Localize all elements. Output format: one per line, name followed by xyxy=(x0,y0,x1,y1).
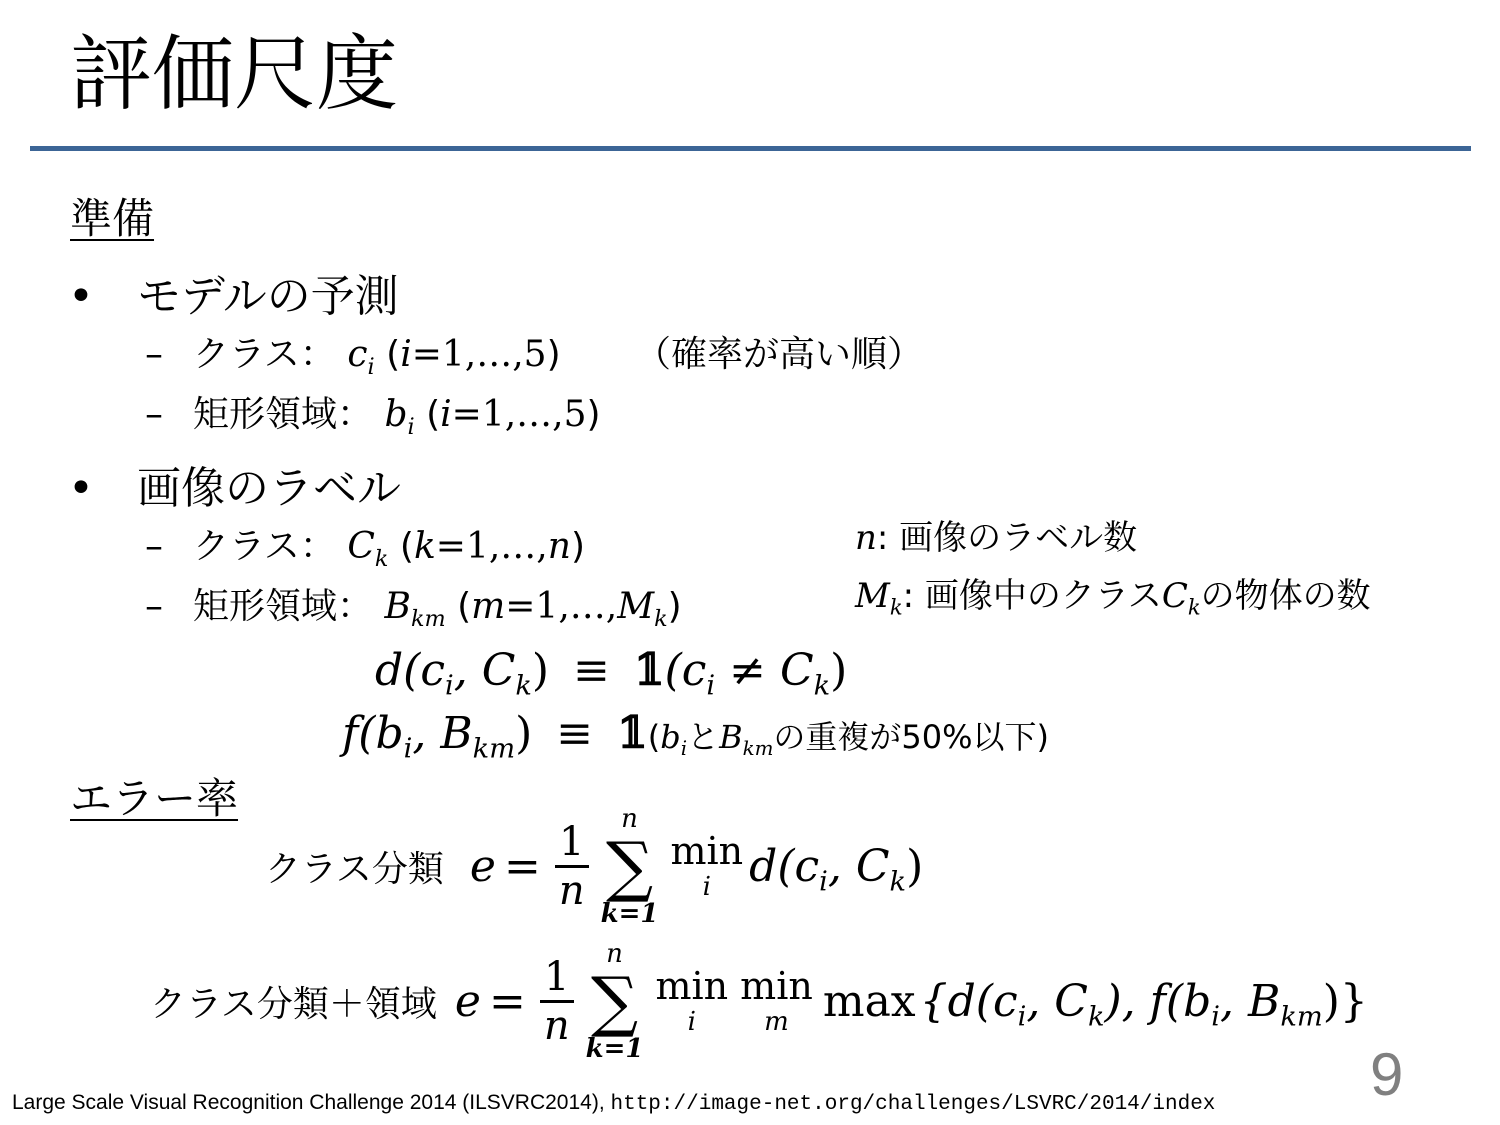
class-range: =1,…, xyxy=(435,526,548,567)
region-idx: i xyxy=(440,394,452,435)
bullet-dot: • xyxy=(68,271,94,322)
f-equiv: ≡ xyxy=(556,708,594,759)
note-M-C: C xyxy=(1161,576,1188,616)
f-cond-b-sub: i xyxy=(680,736,688,760)
class-n: n xyxy=(547,526,571,567)
min-sub: i xyxy=(702,872,711,903)
sum-lower: k=1 xyxy=(585,1033,644,1064)
note-n-text: : 画像のラベル数 xyxy=(876,518,1138,558)
note-n xyxy=(855,510,1137,559)
region-M: M xyxy=(617,586,655,627)
page-number: 9 xyxy=(1370,1041,1404,1108)
body-sub: i xyxy=(1017,1001,1027,1033)
region-range: =1,…,5 xyxy=(451,394,587,435)
note-M-sub: k xyxy=(889,594,903,620)
d-lhs-sub: i xyxy=(444,670,454,702)
class-error-body xyxy=(749,841,924,898)
sum-upper: n xyxy=(606,939,623,969)
class-var: C xyxy=(347,526,375,567)
body-sub4: km xyxy=(1280,1001,1323,1033)
formula-class-region-error xyxy=(150,940,1368,1063)
body-end: ) xyxy=(906,841,924,893)
d-indicator: 𝟙 xyxy=(633,645,665,696)
f-lhs-mid: , B xyxy=(412,708,473,759)
note-n-var: n xyxy=(855,518,877,558)
f-indicator: 𝟙 xyxy=(617,708,648,759)
bullet-image-label xyxy=(68,452,401,516)
formula-d-definition xyxy=(375,645,848,702)
formula-f-definition xyxy=(342,708,1050,765)
citation-url[interactable]: http://image-net.org/challenges/LSVRC/2014/index xyxy=(610,1093,1216,1116)
body-sub3: i xyxy=(1211,1001,1220,1033)
note-M-var: M xyxy=(855,576,890,616)
fraction-denominator: n xyxy=(543,1003,570,1050)
bullet-label: モデルの予測 xyxy=(137,271,399,322)
d-rhs-sub: i xyxy=(706,670,716,702)
body-start: {d(c xyxy=(919,976,1018,1028)
bullet-model-prediction xyxy=(68,260,399,324)
class-order-note: （確率が高い順） xyxy=(635,334,924,375)
formula-class-error xyxy=(265,805,923,928)
note-M-text2: の物体の数 xyxy=(1200,576,1371,616)
cr-error-fraction xyxy=(540,954,574,1049)
body-sub2: k xyxy=(889,866,907,898)
d-equiv: ≡ xyxy=(573,645,610,696)
slide-title: 評価尺度 xyxy=(70,27,399,122)
region-var: b xyxy=(384,394,408,435)
region-label: 矩形領域： xyxy=(193,394,374,435)
dash-marker: – xyxy=(145,586,163,627)
class-label: クラス： xyxy=(193,334,336,375)
min-word: min xyxy=(655,964,729,1009)
class-error-eq: = xyxy=(503,841,541,893)
class-idx: i xyxy=(400,334,412,375)
min-word: min xyxy=(740,964,813,1009)
f-lhs: f(b xyxy=(342,708,404,759)
cr-error-sum xyxy=(586,940,644,1063)
section-heading-error-rate: エラー率 xyxy=(70,774,239,823)
citation-text: Large Scale Visual Recognition Challenge 2014 (ILSVRC2014), xyxy=(12,1091,611,1114)
f-cond-B: B xyxy=(719,718,743,756)
class-error-e: e xyxy=(469,841,496,893)
title-underline-rule xyxy=(30,146,1471,151)
body-sub: i xyxy=(819,866,828,898)
class-label: クラス： xyxy=(193,526,336,567)
sub-item-image-class: – クラス： $C_k$ (k=1,…,n) xyxy=(145,526,585,572)
body-mid2: ), f(b xyxy=(1104,976,1212,1028)
note-M xyxy=(855,568,1371,620)
paren-close: ) xyxy=(546,334,561,375)
body-mid: , C xyxy=(1026,976,1088,1028)
fraction-denominator: n xyxy=(558,868,585,915)
f-cond-open: ( xyxy=(647,718,661,756)
region-M-sub: k xyxy=(654,605,668,632)
bullet-dot: • xyxy=(68,463,94,514)
fraction-numerator: 1 xyxy=(555,819,589,868)
body-mid3: , B xyxy=(1220,976,1281,1028)
dash-marker: – xyxy=(145,526,163,567)
f-condition xyxy=(647,718,1050,760)
cr-error-min-i xyxy=(656,966,729,1036)
body-end: )} xyxy=(1322,976,1368,1028)
cr-error-eq: = xyxy=(488,976,526,1028)
region-idx: m xyxy=(471,586,506,627)
dash-marker: – xyxy=(145,334,163,375)
d-rhs-end: ) xyxy=(830,645,848,696)
d-lhs-sub2: k xyxy=(515,670,532,702)
sub-item-model-class xyxy=(145,326,561,380)
body-sub2: k xyxy=(1087,1001,1105,1033)
region-range: =1,…, xyxy=(505,586,618,627)
class-error-fraction xyxy=(555,819,589,914)
d-lhs: d(c xyxy=(375,645,445,696)
region-label: 矩形領域： xyxy=(193,586,374,627)
class-error-min xyxy=(671,831,744,901)
f-cond-b: b xyxy=(660,718,681,756)
class-error-sum xyxy=(601,805,659,928)
section-heading-prep: 準備 xyxy=(70,194,155,243)
cr-error-e: e xyxy=(454,976,481,1028)
class-var: c xyxy=(347,334,368,375)
cr-error-min-m xyxy=(740,966,813,1036)
d-rhs: (c xyxy=(664,645,707,696)
paren-open: ( xyxy=(386,334,401,375)
class-sub: i xyxy=(367,353,375,380)
sub-item-model-region: – 矩形領域： $b_i$ (i=1,…,5) xyxy=(145,394,601,440)
fraction-numerator: 1 xyxy=(540,954,574,1003)
d-rhs-sub2: k xyxy=(813,670,831,702)
f-lhs-sub2: km xyxy=(472,733,516,765)
class-region-error-label: クラス分類＋領域 xyxy=(150,984,437,1026)
class-range: =1,…,5 xyxy=(411,334,547,375)
sum-symbol: ∑ xyxy=(590,962,639,1040)
body-mid: , C xyxy=(827,841,890,893)
sum-symbol: ∑ xyxy=(605,827,654,905)
footer-citation xyxy=(12,1091,1215,1116)
sub-item-image-region: – 矩形領域： $B_{km}$ $(m=1,\dots,M_k)$ xyxy=(145,586,682,632)
sum-lower: k=1 xyxy=(600,898,659,929)
f-cond-text: の重複が50%以下) xyxy=(773,718,1050,756)
f-lhs-sub: i xyxy=(403,733,413,765)
class-idx: k xyxy=(413,526,436,567)
region-var: B xyxy=(384,586,411,627)
class-sub: k xyxy=(374,545,389,572)
cr-error-body xyxy=(919,976,1368,1033)
f-cond-to: と xyxy=(687,718,720,756)
class-error-label: クラス分類 xyxy=(265,849,444,891)
dash-marker: – xyxy=(145,394,163,435)
note-M-text1: : 画像中のクラス xyxy=(902,576,1162,616)
sum-upper: n xyxy=(621,804,638,834)
body-start: d(c xyxy=(749,841,820,893)
max-word: max xyxy=(822,976,916,1028)
min-sub: i xyxy=(687,1007,696,1038)
region-sub: i xyxy=(407,413,415,440)
bullet-label: 画像のラベル xyxy=(137,463,401,514)
note-M-C-sub: k xyxy=(1187,594,1201,620)
min-word: min xyxy=(670,829,744,874)
d-lhs-mid: , C xyxy=(453,645,516,696)
min-sub: m xyxy=(764,1007,789,1038)
f-cond-B-sub: km xyxy=(742,736,774,760)
d-rhs-neq: ≠ C xyxy=(715,645,814,696)
d-lhs-end: ) xyxy=(531,645,550,696)
f-lhs-end: ) xyxy=(515,708,533,759)
region-sub: km xyxy=(410,605,446,632)
